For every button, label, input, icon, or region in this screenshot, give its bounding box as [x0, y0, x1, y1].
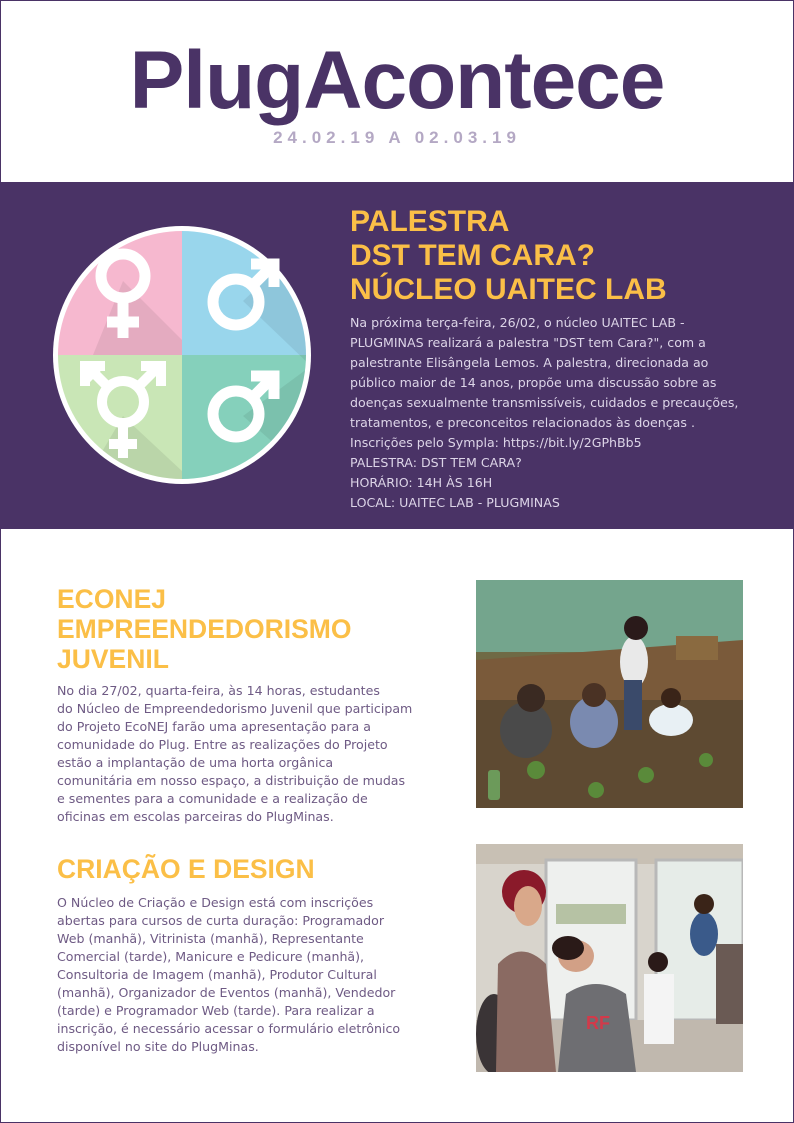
design-description: [57, 894, 429, 1056]
text-line: doenças sexualmente transmissíveis, cuidados e precauções,: [350, 395, 739, 410]
text-line: disponível no site do PlugMinas.: [57, 1039, 259, 1054]
text-line: palestrante Elisângela Lemos. A palestra, direcionada ao: [350, 355, 709, 370]
text-line: público maior de 14 anos, propõe uma discussão sobre as: [350, 375, 717, 390]
newsletter-header: [0, 0, 794, 182]
svg-text:RF: RF: [586, 1013, 610, 1033]
design-heading: CRIAÇÃO E DESIGN: [57, 854, 315, 884]
text-line: (manhã), Organizador de Eventos (manhã), Vendedor: [57, 985, 396, 1000]
date-range: 24.02.19 A 02.03.19: [273, 128, 521, 147]
text-line: comunitária em nosso espaço, a distribuição de mudas: [57, 773, 406, 788]
text-line: inscrição, é necessário acessar o formulário eletrônico: [57, 1021, 401, 1036]
palestra-description: [350, 313, 762, 513]
garden-planting-photo: [476, 580, 743, 808]
talk-location: LOCAL: UAITEC LAB - PLUGMINAS: [350, 495, 560, 510]
beauty-salon-photo: [476, 844, 743, 1072]
text-line: estão a implantação de uma horta orgânica: [57, 755, 334, 770]
econej-description: [57, 682, 429, 826]
palestra-heading-line: DST TEM CARA?: [350, 239, 595, 272]
talk-schedule: HORÁRIO: 14H ÀS 16H: [350, 475, 493, 490]
text-line: oficinas em escolas parceiras do PlugMinas.: [57, 809, 334, 824]
text-line: Consultoria de Imagem (manhã), Produtor Cultural: [57, 967, 377, 982]
text-line: PLUGMINAS realizará a palestra "DST tem Cara?", com a: [350, 335, 706, 350]
newsletter-title: PlugAcontece: [129, 35, 665, 126]
palestra-heading-line: NÚCLEO UAITEC LAB: [350, 273, 667, 306]
text-line: Na próxima terça-feira, 26/02, o núcleo UAITEC LAB -: [350, 315, 685, 330]
econej-heading: [57, 584, 457, 674]
text-line: (tarde) e Programador Web (tarde). Para realizar a: [57, 1003, 375, 1018]
registration-link[interactable]: Inscrições pelo Sympla: https://bit.ly/2GPhBb5: [350, 435, 642, 450]
palestra-heading: [350, 205, 770, 307]
text-line: e sementes para a comunidade e a realização de: [57, 791, 368, 806]
gender-symbols-emblem: [53, 226, 311, 484]
econej-heading-line: ECONEJ: [57, 584, 166, 614]
econej-heading-line: EMPREENDEDORISMO: [57, 614, 352, 644]
text-line: do Núcleo de Empreendedorismo Juvenil que participam: [57, 701, 413, 716]
text-line: No dia 27/02, quarta-feira, às 14 horas, estudantes: [57, 683, 380, 698]
text-line: tratamentos, e preconceitos relacionados às doenças .: [350, 415, 695, 430]
text-line: O Núcleo de Criação e Design está com inscrições: [57, 895, 374, 910]
text-line: Web (manhã), Vitrinista (manhã), Representante: [57, 931, 364, 946]
talk-name: PALESTRA: DST TEM CARA?: [350, 455, 522, 470]
econej-heading-line: JUVENIL: [57, 644, 169, 674]
palestra-heading-line: PALESTRA: [350, 205, 510, 238]
text-line: abertas para cursos de curta duração: Programador: [57, 913, 385, 928]
text-line: comunidade do Plug. Entre as realizações do Projeto: [57, 737, 388, 752]
text-line: Comercial (tarde), Manicure e Pedicure (manhã),: [57, 949, 365, 964]
text-line: do Projeto EcoNEJ farão uma apresentação para a: [57, 719, 371, 734]
